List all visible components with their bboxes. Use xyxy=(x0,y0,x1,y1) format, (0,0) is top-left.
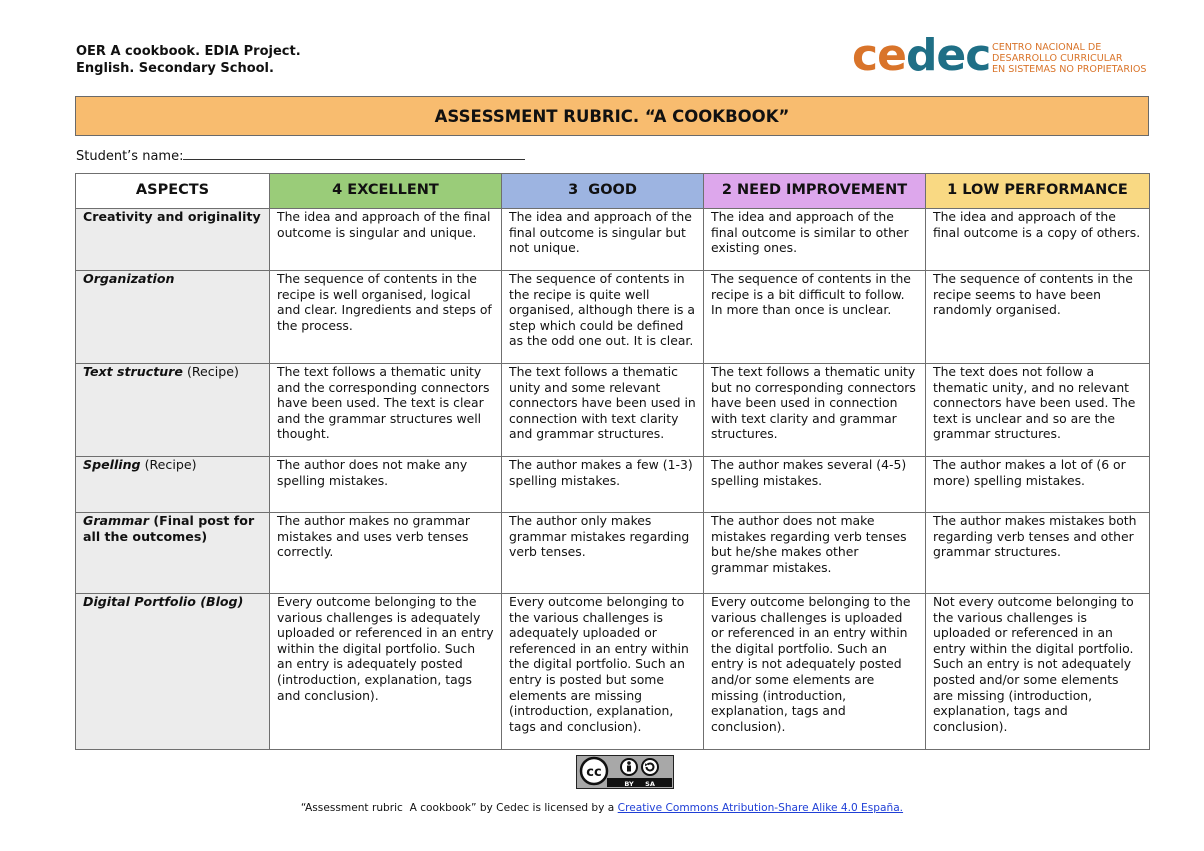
cell-need-improvement: Every outcome belonging to the various challenges is uploaded or referenced in an entry within the digital portfolio. Such an entry is not adequately posted and/or some elements are missing (introduction, explanation, tags and conclusion). xyxy=(704,594,926,750)
table-row xyxy=(76,457,1150,513)
cell-low-performance: Not every outcome belonging to the various challenges is uploaded or referenced in an entry within the digital portfolio. Such an entry is not adequately posted and/or some elements are missing (introduction, explanation, tags and conclusion). xyxy=(926,594,1150,750)
cell-low-performance: The text does not follow a thematic unity, and no relevant connectors have been used. The text is unclear and so are the grammar structures. xyxy=(926,364,1150,457)
cell-excellent: Every outcome belonging to the various challenges is adequately uploaded or referenced in an entry within the digital portfolio. Such an entry is adequately posted (introduction, explanation, tags and conclusion). xyxy=(270,594,502,750)
cell-good: The sequence of contents in the recipe is quite well organised, although there is a step which could be defined as the odd one out. It is clear. xyxy=(502,271,704,364)
rubric-title: ASSESSMENT RUBRIC. “A COOKBOOK” xyxy=(75,96,1149,136)
header-line-project: OER A cookbook. EDIA Project. xyxy=(76,44,301,59)
cell-good: The author makes a few (1-3) spelling mistakes. xyxy=(502,457,704,513)
header-need-improvement: 2 NEED IMPROVEMENT xyxy=(704,174,926,209)
cell-excellent: The sequence of contents in the recipe is well organised, logical and clear. Ingredients and steps of the process. xyxy=(270,271,502,364)
header-line-level: English. Secondary School. xyxy=(76,61,274,76)
cell-good: The author only makes grammar mistakes regarding verb tenses. xyxy=(502,513,704,594)
aspect-spelling xyxy=(76,457,270,513)
cell-need-improvement: The sequence of contents in the recipe is a bit difficult to follow. In more than once is unclear. xyxy=(704,271,926,364)
aspect-label: Text structure xyxy=(83,364,183,379)
table-row xyxy=(76,271,1150,364)
header-aspects: ASPECTS xyxy=(76,174,270,209)
table-row xyxy=(76,513,1150,594)
cell-low-performance: The author makes a lot of (6 or more) spelling mistakes. xyxy=(926,457,1150,513)
aspect-label: Organization xyxy=(83,271,175,286)
cell-excellent: The author does not make any spelling mistakes. xyxy=(270,457,502,513)
aspect-label-extra: (Final post for all the outcomes) xyxy=(83,513,255,544)
table-row xyxy=(76,364,1150,457)
aspect-label: Spelling xyxy=(83,457,141,472)
aspect-organization xyxy=(76,271,270,364)
logo-sub-line1: CENTRO NACIONAL DE xyxy=(992,42,1102,53)
cell-low-performance: The idea and approach of the final outcome is a copy of others. xyxy=(926,209,1150,271)
aspect-label: Grammar xyxy=(83,513,150,528)
table-row xyxy=(76,594,1150,750)
license-link[interactable]: Creative Commons Atribution-Share Alike 4.0 España. xyxy=(617,802,904,814)
student-name-field[interactable] xyxy=(76,147,525,164)
aspect-digital-portfolio xyxy=(76,594,270,750)
license-footer xyxy=(0,802,1204,814)
logo-word-part2: dec xyxy=(905,30,991,81)
cc-by-sa-badge xyxy=(576,755,674,789)
header-excellent: 4 EXCELLENT xyxy=(270,174,502,209)
cc-by-label: BY xyxy=(624,780,634,787)
document-header xyxy=(76,43,301,77)
cedec-logo-word xyxy=(852,30,990,82)
aspect-label-extra: (Recipe) xyxy=(182,364,239,379)
logo-sub-line3: EN SISTEMAS NO PROPIETARIOS xyxy=(992,64,1147,75)
cc-license-icon xyxy=(577,756,672,787)
cell-good: The text follows a thematic unity and some relevant connectors have been used in connection with text clarity and grammar structures. xyxy=(502,364,704,457)
cell-need-improvement: The idea and approach of the final outcome is similar to other existing ones. xyxy=(704,209,926,271)
aspect-grammar xyxy=(76,513,270,594)
aspect-creativity xyxy=(76,209,270,271)
cedec-logo xyxy=(852,30,1152,82)
logo-word-part1: ce xyxy=(852,30,906,81)
license-text: “Assessment rubric A cookbook” by Cedec is licensed by a xyxy=(300,802,618,814)
aspect-text-structure xyxy=(76,364,270,457)
rubric-header-row xyxy=(76,174,1150,209)
cell-need-improvement: The author does not make mistakes regarding verb tenses but he/she makes other grammar mistakes. xyxy=(704,513,926,594)
cedec-logo-subtitle xyxy=(992,42,1146,75)
student-name-label: Student’s name: xyxy=(76,149,184,164)
cell-excellent: The author makes no grammar mistakes and uses verb tenses correctly. xyxy=(270,513,502,594)
cell-good: The idea and approach of the final outcome is singular but not unique. xyxy=(502,209,704,271)
header-good: 3 GOOD xyxy=(502,174,704,209)
cell-excellent: The text follows a thematic unity and the corresponding connectors have been used. The text is clear and the grammar structures well thought. xyxy=(270,364,502,457)
svg-text:cc: cc xyxy=(586,765,602,780)
cc-sa-label: SA xyxy=(645,780,655,787)
cell-good: Every outcome belonging to the various challenges is adequately uploaded or referenced in an entry within the digital portfolio. Such an entry is posted but some elements are missing (introduction, explanation, tags and conclusion). xyxy=(502,594,704,750)
aspect-label-extra: (Recipe) xyxy=(140,457,197,472)
cell-low-performance: The sequence of contents in the recipe seems to have been randomly organised. xyxy=(926,271,1150,364)
cell-low-performance: The author makes mistakes both regarding verb tenses and other grammar structures. xyxy=(926,513,1150,594)
student-name-line[interactable] xyxy=(183,147,525,160)
header-low-performance: 1 LOW PERFORMANCE xyxy=(926,174,1150,209)
rubric-table xyxy=(75,173,1150,750)
cell-excellent: The idea and approach of the final outcome is singular and unique. xyxy=(270,209,502,271)
aspect-label: Creativity and originality xyxy=(83,209,261,224)
table-row xyxy=(76,209,1150,271)
aspect-label: Digital Portfolio (Blog) xyxy=(83,594,244,609)
cell-need-improvement: The author makes several (4-5) spelling mistakes. xyxy=(704,457,926,513)
cell-need-improvement: The text follows a thematic unity but no corresponding connectors have been used in connection with text clarity and grammar structures. xyxy=(704,364,926,457)
logo-sub-line2: DESARROLLO CURRICULAR xyxy=(992,53,1123,64)
